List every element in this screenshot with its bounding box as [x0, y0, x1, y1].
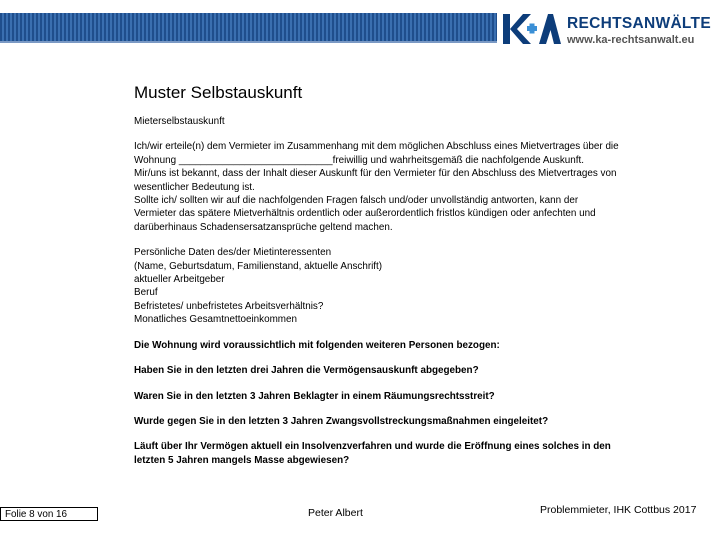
logo-name: RECHTSANWÄLTE: [567, 15, 711, 32]
presenter-name: Peter Albert: [308, 507, 363, 519]
intro-paragraph: Ich/wir erteile(n) dem Vermieter im Zusammenhang mit dem möglichen Abschluss eines Mietvertrages über die Wohnung ____________________________freiwillig und wahrheitsgemäß die nachfolgende Auskunft. Mir/uns ist bekannt, dass der Inhalt dieser Auskunft für den Vermieter für den Abschluss des Mietvertrages von wesentlicher Bedeutung ist. Sollte ich/ sollten wir auf die nachfolgenden Fragen falsch und/oder unvollständig antworten, kann der Vermieter das spätere Mietverhältnis ordentlich oder außerordentlich fristlos kündigen oder anfechten und darüberhinaus Schadensersatzansprüche geltend machen.: [134, 141, 619, 233]
question-eviction: Waren Sie in den letzten 3 Jahren Beklagter in einem Räumungsrechtsstreit?: [134, 390, 495, 402]
ka-logo-icon: [503, 12, 561, 46]
event-label: Problemmieter, IHK Cottbus 2017: [540, 504, 697, 516]
logo-url: www.ka-rechtsanwalt.eu: [567, 34, 695, 46]
subtitle: Mieterselbstauskunft: [134, 116, 225, 127]
slide-number: Folie 8 von 16: [0, 507, 98, 521]
slide-content: [134, 83, 679, 467]
personal-data-list: Persönliche Daten des/der Mietinteressenten (Name, Geburtsdatum, Familienstand, aktuelle Anschrift) aktueller Arbeitgeber Beruf Befristetes/ unbefristetes Arbeitsverhältnis? Monatliches Gesamtnettoeinkommen: [134, 247, 383, 326]
header-band: [0, 13, 497, 41]
company-logo: [503, 10, 713, 50]
question-enforcement: Wurde gegen Sie in den letzten 3 Jahren Zwangsvollstreckungsmaßnahmen eingeleitet?: [134, 415, 549, 427]
question-asset-disclosure: Haben Sie in den letzten drei Jahren die Vermögensauskunft abgegeben?: [134, 365, 479, 377]
question-insolvency: Läuft über Ihr Vermögen aktuell ein Insolvenzverfahren und wurde die Eröffnung eines solches in den letzten 5 Jahren mangels Masse abgewiesen?: [134, 441, 611, 466]
question-residents: Die Wohnung wird voraussichtlich mit folgenden weiteren Personen bezogen:: [134, 339, 500, 351]
page-title: Muster Selbstauskunft: [134, 83, 303, 102]
